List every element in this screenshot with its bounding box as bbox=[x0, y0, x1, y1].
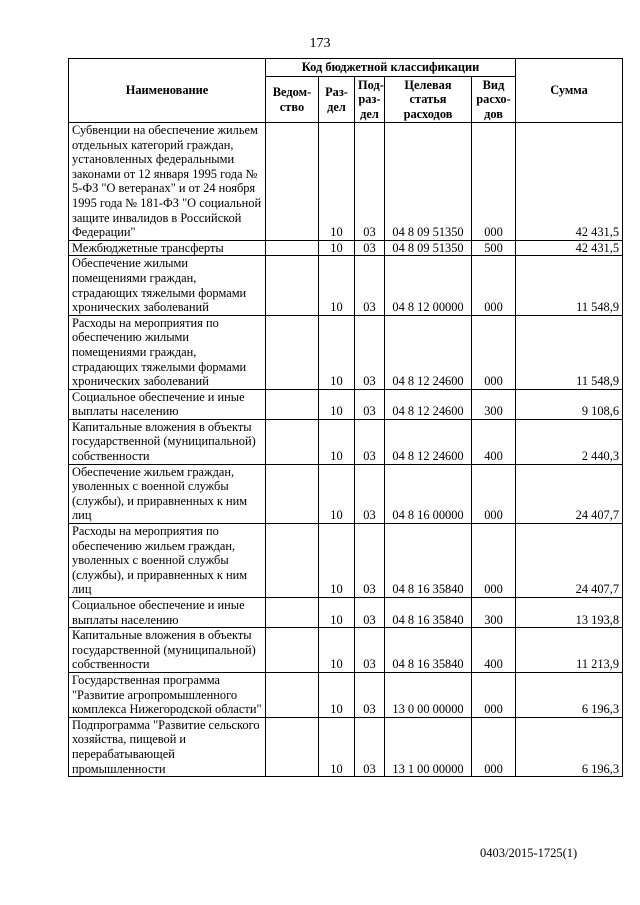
row-name: Подпрограмма "Развитие сельского хозяйства, пищевой и перерабатывающей промышленности bbox=[69, 717, 266, 776]
row-sum: 24 407,7 bbox=[516, 464, 623, 523]
row-vedomstvo bbox=[266, 240, 319, 256]
row-target: 13 1 00 00000 bbox=[385, 717, 472, 776]
row-vid: 000 bbox=[472, 464, 516, 523]
row-name: Расходы на мероприятия по обеспечению жилыми помещениями граждан, страдающих тяжелыми формами хронических заболеваний bbox=[69, 315, 266, 389]
row-target: 04 8 16 35840 bbox=[385, 628, 472, 673]
row-razdel: 10 bbox=[319, 672, 355, 717]
row-podrazdel: 03 bbox=[355, 240, 385, 256]
header-podrazdel: Под-раз-дел bbox=[355, 77, 385, 123]
row-vedomstvo bbox=[266, 315, 319, 389]
row-sum: 11 548,9 bbox=[516, 315, 623, 389]
row-sum: 6 196,3 bbox=[516, 672, 623, 717]
row-name: Субвенции на обеспечение жильем отдельных категорий граждан, установленных федеральными законами от 12 января 1995 года № 5-ФЗ "О ветеранах" и от 24 ноября 1995 года № 181-ФЗ "О социальной защите инвалидов в Российской Федерации" bbox=[69, 123, 266, 241]
row-podrazdel: 03 bbox=[355, 672, 385, 717]
row-sum: 24 407,7 bbox=[516, 524, 623, 598]
row-target: 04 8 16 00000 bbox=[385, 464, 472, 523]
row-vid: 500 bbox=[472, 240, 516, 256]
row-razdel: 10 bbox=[319, 598, 355, 628]
row-vedomstvo bbox=[266, 256, 319, 315]
row-podrazdel: 03 bbox=[355, 628, 385, 673]
row-razdel: 10 bbox=[319, 524, 355, 598]
row-razdel: 10 bbox=[319, 256, 355, 315]
row-vid: 400 bbox=[472, 628, 516, 673]
row-podrazdel: 03 bbox=[355, 389, 385, 419]
table-row bbox=[69, 389, 623, 419]
header-vedomstvo: Ведом-ство bbox=[266, 77, 319, 123]
row-vedomstvo bbox=[266, 464, 319, 523]
row-name: Межбюджетные трансферты bbox=[69, 240, 266, 256]
row-sum: 9 108,6 bbox=[516, 389, 623, 419]
row-target: 04 8 09 51350 bbox=[385, 123, 472, 241]
table-row bbox=[69, 240, 623, 256]
table-row bbox=[69, 256, 623, 315]
budget-table bbox=[68, 58, 623, 777]
row-vid: 000 bbox=[472, 524, 516, 598]
table-row bbox=[69, 315, 623, 389]
row-name: Обеспечение жилыми помещениями граждан, страдающих тяжелыми формами хронических заболеваний bbox=[69, 256, 266, 315]
header-sum: Сумма bbox=[516, 59, 623, 123]
row-name: Государственная программа "Развитие агропромышленного комплекса Нижегородской области" bbox=[69, 672, 266, 717]
row-vedomstvo bbox=[266, 524, 319, 598]
header-target: Целевая статья расходов bbox=[385, 77, 472, 123]
table-row bbox=[69, 717, 623, 776]
row-target: 04 8 16 35840 bbox=[385, 524, 472, 598]
row-name: Капитальные вложения в объекты государственной (муниципальной) собственности bbox=[69, 628, 266, 673]
row-vid: 400 bbox=[472, 419, 516, 464]
header-name: Наименование bbox=[69, 59, 266, 123]
row-razdel: 10 bbox=[319, 628, 355, 673]
row-target: 04 8 12 00000 bbox=[385, 256, 472, 315]
row-name: Обеспечение жильем граждан, уволенных с военной службы (службы), и приравненных к ним лиц bbox=[69, 464, 266, 523]
row-sum: 2 440,3 bbox=[516, 419, 623, 464]
header-razdel: Раз-дел bbox=[319, 77, 355, 123]
row-vid: 300 bbox=[472, 389, 516, 419]
row-vedomstvo bbox=[266, 628, 319, 673]
row-razdel: 10 bbox=[319, 389, 355, 419]
row-sum: 6 196,3 bbox=[516, 717, 623, 776]
row-razdel: 10 bbox=[319, 240, 355, 256]
row-name: Социальное обеспечение и иные выплаты населению bbox=[69, 389, 266, 419]
row-target: 04 8 12 24600 bbox=[385, 315, 472, 389]
row-sum: 13 193,8 bbox=[516, 598, 623, 628]
table-row bbox=[69, 672, 623, 717]
document-code: 0403/2015-1725(1) bbox=[480, 846, 578, 860]
row-target: 04 8 12 24600 bbox=[385, 419, 472, 464]
row-podrazdel: 03 bbox=[355, 464, 385, 523]
table-body bbox=[69, 123, 623, 777]
row-podrazdel: 03 bbox=[355, 419, 385, 464]
header-vid: Вид расхо-дов bbox=[472, 77, 516, 123]
row-sum: 42 431,5 bbox=[516, 240, 623, 256]
row-razdel: 10 bbox=[319, 717, 355, 776]
row-vedomstvo bbox=[266, 389, 319, 419]
row-podrazdel: 03 bbox=[355, 123, 385, 241]
table-row bbox=[69, 464, 623, 523]
row-sum: 11 548,9 bbox=[516, 256, 623, 315]
row-name: Расходы на мероприятия по обеспечению жильем граждан, уволенных с военной службы (службы), и приравненных к ним лиц bbox=[69, 524, 266, 598]
page-number: 173 bbox=[309, 36, 331, 51]
row-target: 13 0 00 00000 bbox=[385, 672, 472, 717]
row-target: 04 8 16 35840 bbox=[385, 598, 472, 628]
row-sum: 42 431,5 bbox=[516, 123, 623, 241]
row-vid: 000 bbox=[472, 315, 516, 389]
row-vedomstvo bbox=[266, 672, 319, 717]
row-name: Капитальные вложения в объекты государственной (муниципальной) собственности bbox=[69, 419, 266, 464]
row-vid: 000 bbox=[472, 717, 516, 776]
row-name: Социальное обеспечение и иные выплаты населению bbox=[69, 598, 266, 628]
row-target: 04 8 09 51350 bbox=[385, 240, 472, 256]
row-vid: 000 bbox=[472, 672, 516, 717]
row-razdel: 10 bbox=[319, 123, 355, 241]
row-vedomstvo bbox=[266, 717, 319, 776]
table-row bbox=[69, 524, 623, 598]
row-podrazdel: 03 bbox=[355, 256, 385, 315]
row-vid: 300 bbox=[472, 598, 516, 628]
row-target: 04 8 12 24600 bbox=[385, 389, 472, 419]
row-podrazdel: 03 bbox=[355, 315, 385, 389]
row-razdel: 10 bbox=[319, 464, 355, 523]
row-vedomstvo bbox=[266, 598, 319, 628]
row-vid: 000 bbox=[472, 123, 516, 241]
table-header bbox=[69, 59, 623, 123]
row-razdel: 10 bbox=[319, 315, 355, 389]
header-code-group: Код бюджетной классификации bbox=[266, 59, 516, 77]
row-podrazdel: 03 bbox=[355, 717, 385, 776]
table-row bbox=[69, 419, 623, 464]
row-podrazdel: 03 bbox=[355, 598, 385, 628]
row-podrazdel: 03 bbox=[355, 524, 385, 598]
row-sum: 11 213,9 bbox=[516, 628, 623, 673]
row-razdel: 10 bbox=[319, 419, 355, 464]
table-row bbox=[69, 598, 623, 628]
table-row bbox=[69, 628, 623, 673]
row-vedomstvo bbox=[266, 419, 319, 464]
row-vedomstvo bbox=[266, 123, 319, 241]
table-row bbox=[69, 123, 623, 241]
row-vid: 000 bbox=[472, 256, 516, 315]
